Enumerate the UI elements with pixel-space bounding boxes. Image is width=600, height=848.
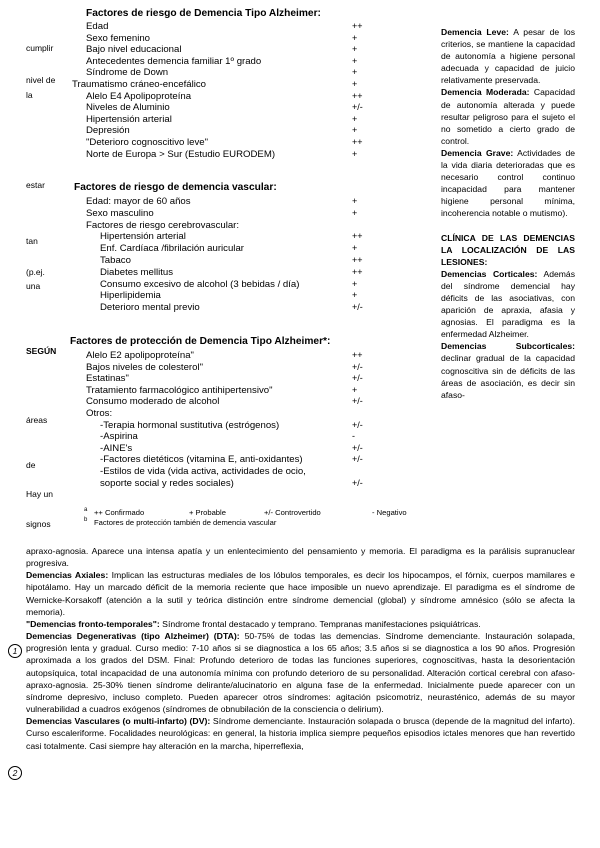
factor-evidence: + xyxy=(352,125,358,136)
frontotemporal-paragraph: "Demencias fronto-temporales": Síndrome frontal destacado y temprano. Tempranas manifestaciones psiquiátricas. xyxy=(26,618,481,629)
factor-label: Hipertensión arterial xyxy=(100,231,186,243)
factor-evidence: +/- xyxy=(352,361,363,372)
factor-label: soporte social y redes sociales) xyxy=(100,477,234,489)
subcortical-continuation: apraxo-agnosia. Aparece una intensa apatía y un enlentecimiento del pensamiento y memoria. El paradigma es la parálisis supranuclear progresiva. xyxy=(26,546,575,569)
gutter-fragment: Hay un xyxy=(26,489,53,499)
factor-evidence: + xyxy=(352,243,358,254)
factor-evidence: - xyxy=(352,431,355,442)
factor-evidence: + xyxy=(352,278,358,289)
gutter-fragment: signos xyxy=(26,519,51,529)
factor-label: Diabetes mellitus xyxy=(100,266,174,278)
factor-evidence: ++ xyxy=(352,90,363,101)
severity-column xyxy=(441,26,575,401)
factor-label: Edad: mayor de 60 años xyxy=(86,196,191,207)
factor-evidence: +/- xyxy=(352,454,363,465)
gutter-fragment: áreas xyxy=(26,415,48,425)
factor-label: Sexo femenino xyxy=(86,32,150,44)
handwritten-marker-2: 2 xyxy=(8,766,22,780)
factor-evidence: + xyxy=(352,79,358,89)
factor-label: Enf. Cardíaca /fibrilación auricular xyxy=(100,243,244,255)
factor-label: Edad xyxy=(86,21,109,32)
gutter-fragment: la xyxy=(26,90,33,100)
gutter-fragment: SEGÚN xyxy=(26,346,57,356)
factor-label: Sexo masculino xyxy=(86,207,154,219)
gutter-fragment: cumplir xyxy=(26,43,54,53)
factor-evidence: + xyxy=(352,384,358,395)
factor-evidence: +/- xyxy=(352,477,363,488)
severe-dementia-paragraph: Demencia Grave: Actividades de la vida diaria deterioradas que es necesario control continuo incapacidad para mantener higiene personal mínima, incoherencia notable o mutismo). xyxy=(441,147,576,219)
factor-label: -Aspirina xyxy=(100,431,138,443)
axial-paragraph: Demencias Axiales: Implican las estructuras mediales de los lóbulos temporales, es decir los hipocampos, el fórnix, cuerpos mamilares e hipotálamo. Hay un marcado déficit de la memoria reciente que hace imposible un nuevo aprendizaje. El paradigma es el síndrome de Wernicke-Korsakoff (atención a la sutil y teórica distinción entre síndrome demencial (global) y síndrome amnésico (sólo se afecta la memoria). xyxy=(26,570,575,617)
moderate-dementia-paragraph: Demencia Moderada: Capacidad de autonomía alterada y puede resultar peligroso para el sujeto el no sometido a cierto grado de control. xyxy=(441,87,575,146)
factor-label: Niveles de Aluminio xyxy=(86,102,170,114)
alzheimer-type-paragraph: Demencias Degenerativas (tipo Alzheimer) (DTA): 50-75% de todas las demencias. Síndrome demenciante. Instauración solapada, progresión lenta y gradual. Curso medio: 7-10 años si se diagnostica a los 65 años; 3.5 años si se diagnostica a los 90 años. Progresión aproximada a los grados del DSM. Final: Profundo deterioro de todas las funciones superiores, cognoscitivas, hasta la desorientación autopsíquica, total incapacidad de una autonomía mínima con profundo deterioro de su personalidad. Alteración cortical cerebral con afaso-apraxo-agnosia. 25-30% tienen síndrome delirante/alucinatorio en alguna fase de la enfermedad. Inicialmente puede aparecer con un síndrome depresivo, incluso completo. Pueden aparecer otros síndromes: agitación psicomotriz, neurasténico, además de su mayor vulnerabilidad a cuadros exógenos (síndromes de obnubilación de la consciencia o delirium). xyxy=(26,631,575,715)
gutter-fragment: de xyxy=(26,460,36,470)
factor-evidence: ++ xyxy=(352,231,363,242)
factor-label: Factores de riesgo cerebrovascular: xyxy=(86,219,240,231)
legend-controversial: +/- Controvertido xyxy=(264,508,321,517)
factor-label: Estatinas" xyxy=(86,373,129,385)
factor-evidence: + xyxy=(352,67,358,78)
gutter-fragment: (p.ej. xyxy=(26,267,45,277)
factor-label: Consumo moderado de alcohol xyxy=(86,396,220,408)
cortical-paragraph: Demencias Corticales: Además del síndrome demencial hay déficits de las asociativas, con aparición de apraxia, afasia y agnosias. El paradigma es la enfermedad Alzheimer. xyxy=(441,268,575,340)
factor-label: Tratamiento farmacológico antihipertensivo" xyxy=(86,384,273,396)
legend-probable: + Probable xyxy=(189,508,226,517)
handwritten-marker-1: 1 xyxy=(8,644,22,658)
factor-evidence: ++ xyxy=(352,21,363,31)
factor-evidence: ++ xyxy=(352,137,363,147)
factor-evidence: + xyxy=(352,196,358,206)
factor-label: Bajos niveles de colesterol" xyxy=(86,361,203,373)
gutter-fragment: una xyxy=(26,281,41,291)
factor-evidence: + xyxy=(352,44,358,55)
factor-label: Otros: xyxy=(86,408,113,419)
factor-evidence: + xyxy=(352,290,358,301)
vascular-paragraph: Demencias Vasculares (o multi-infarto) (DV): Síndrome demenciante. Instauración solapada o brusca (depende de la magnitud del infarto). Curso escaleriforme. Focalidades neurológicas: en general, la historia implica siempre pequeños episodios ictales menores que han revertido casi totalmente. Casi siempre hay alteración en la marcha, hiperreflexia, xyxy=(26,716,575,751)
legend-confirmed: ++ Confirmado xyxy=(94,508,145,517)
factor-label: Alelo E4 Apolipoproteína xyxy=(86,90,192,102)
factor-evidence: +/- xyxy=(352,396,363,407)
gutter-fragment: estar xyxy=(26,180,45,190)
mild-dementia-paragraph: Demencia Leve: A pesar de los criterios, se mantiene la capacidad de autonomía a higiene personal adecuada y capacidad de juicio relativamente preservada. xyxy=(441,27,575,86)
factor-evidence: ++ xyxy=(352,255,363,265)
factor-label: -AINE's xyxy=(100,442,133,454)
factor-evidence: ++ xyxy=(352,350,363,360)
factor-label: Deterioro mental previo xyxy=(100,302,200,314)
factor-label: -Factores dietéticos (vitamina E, anti-oxidantes) xyxy=(100,454,303,466)
factor-evidence: + xyxy=(352,148,358,159)
legend-negative: - Negativo xyxy=(372,508,407,517)
factor-evidence: +/- xyxy=(352,442,363,453)
factor-evidence: + xyxy=(352,113,358,124)
factor-label: Depresión xyxy=(86,125,130,137)
factor-label: Síndrome de Down xyxy=(86,67,169,79)
clinical-heading: CLÍNICA DE LAS DEMENCIAS LA LOCALIZACIÓN DE LAS LESIONES: xyxy=(441,232,575,267)
factor-label: Antecedentes demencia familiar 1º grado xyxy=(86,55,262,67)
factor-evidence: + xyxy=(352,32,358,43)
factor-evidence: +/- xyxy=(352,419,363,430)
factor-evidence: +/- xyxy=(352,373,363,384)
factor-evidence: +/- xyxy=(352,102,363,113)
factor-label: Norte de Europa > Sur (Estudio EURODEM) xyxy=(86,148,276,160)
factor-label: Consumo excesivo de alcohol (3 bebidas / día) xyxy=(100,278,300,290)
factor-label: Tabaco xyxy=(100,255,131,266)
factor-evidence: ++ xyxy=(352,266,363,277)
factor-label: Traumatismo cráneo-encefálico xyxy=(72,79,207,90)
subcortical-paragraph: Demencias Subcorticales: declinar gradual de la capacidad cognoscitiva sin de déficits de las áreas de asociación, es decir sin afaso- xyxy=(441,341,575,400)
factor-evidence: + xyxy=(352,207,358,218)
factor-label: Hipertensión arterial xyxy=(86,113,172,125)
factor-label: "Deterioro cognoscitivo leve" xyxy=(86,137,208,148)
gutter-fragment: tan xyxy=(26,236,38,246)
factor-label: -Estilos de vida (vida activa, actividades de ocio, xyxy=(100,466,306,477)
factor-label: Hiperlipidemia xyxy=(100,290,161,302)
factor-evidence: + xyxy=(352,55,358,66)
legend-note: Factores de protección también de demencia vascular xyxy=(94,518,277,527)
factor-evidence: +/- xyxy=(352,302,363,313)
factor-label: -Terapia hormonal sustitutiva (estrógenos) xyxy=(100,419,280,431)
main-text xyxy=(26,545,575,752)
gutter-fragment: nivel de xyxy=(26,75,56,85)
factor-label: Alelo E2 apolipoproteína" xyxy=(86,350,194,361)
factor-label: Bajo nivel educacional xyxy=(86,44,182,56)
